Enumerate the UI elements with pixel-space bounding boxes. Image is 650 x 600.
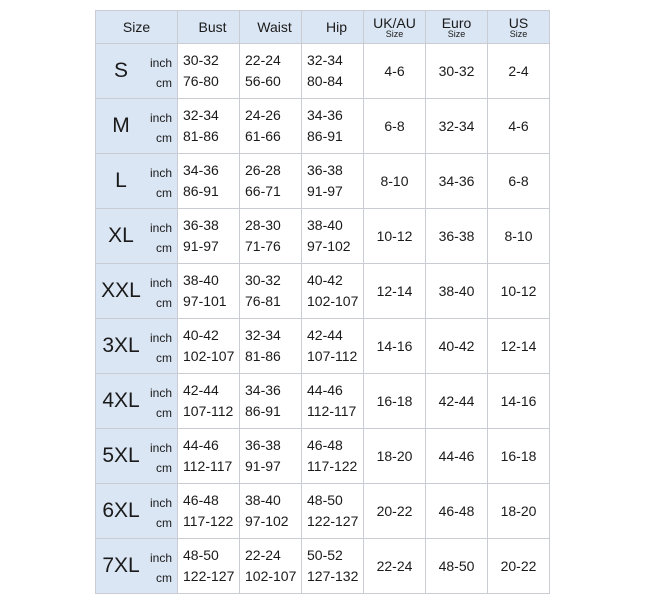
unit-labels [150, 438, 172, 478]
table-row [96, 44, 550, 99]
us-size-value: 12-14 [488, 319, 550, 374]
header-euro-sub: Size [447, 28, 466, 39]
unit-labels [150, 218, 172, 258]
bust-cm-value: 122-127 [183, 568, 235, 584]
waist-values [240, 380, 301, 422]
bust-inch-value: 42-44 [183, 382, 219, 398]
header-hip: Hip [302, 11, 364, 44]
waist-inch-value: 36-38 [245, 437, 281, 453]
hip-cell [302, 429, 364, 484]
unit-inch-label: inch [149, 111, 172, 125]
waist-inch-value: 26-28 [245, 162, 281, 178]
waist-cell [240, 319, 302, 374]
bust-cell [178, 539, 240, 594]
hip-inch-value: 44-46 [307, 382, 343, 398]
hip-values [302, 215, 363, 257]
size-chart-table [95, 10, 550, 594]
waist-cell [240, 484, 302, 539]
hip-cell [302, 539, 364, 594]
bust-cm-value: 97-101 [183, 293, 227, 309]
unit-labels [150, 493, 172, 533]
ukau-size-value: 16-18 [364, 374, 426, 429]
unit-labels [150, 328, 172, 368]
bust-cm-value: 112-117 [183, 458, 233, 474]
hip-inch-value: 34-36 [307, 107, 343, 123]
size-cell [96, 539, 178, 594]
hip-cell [302, 374, 364, 429]
hip-cell [302, 264, 364, 319]
unit-inch-label: inch [149, 386, 172, 400]
table-row [96, 374, 550, 429]
euro-size-value: 40-42 [426, 319, 488, 374]
waist-inch-value: 22-24 [245, 547, 281, 563]
bust-cell [178, 154, 240, 209]
unit-cm-label: cm [156, 186, 172, 200]
hip-inch-value: 40-42 [307, 272, 343, 288]
hip-cell [302, 319, 364, 374]
hip-cm-value: 91-97 [307, 183, 343, 199]
size-label: L [115, 169, 127, 192]
table-row [96, 319, 550, 374]
size-cell [96, 484, 178, 539]
header-size: Size [96, 11, 178, 44]
hip-inch-value: 46-48 [307, 437, 343, 453]
size-cell-wrap [96, 484, 177, 538]
bust-values [178, 270, 239, 312]
waist-values [240, 270, 301, 312]
size-cell-wrap [96, 99, 177, 153]
hip-inch-value: 48-50 [307, 492, 343, 508]
bust-values [178, 490, 239, 532]
unit-cm-label: cm [156, 461, 172, 475]
us-size-value: 10-12 [488, 264, 550, 319]
hip-cm-value: 97-102 [307, 238, 351, 254]
table-row [96, 429, 550, 484]
size-cell-wrap [96, 319, 177, 373]
unit-cm-label: cm [156, 406, 172, 420]
hip-cm-value: 117-122 [307, 458, 358, 474]
bust-cell [178, 484, 240, 539]
unit-inch-label: inch [149, 221, 172, 235]
table-row [96, 209, 550, 264]
ukau-size-value: 12-14 [364, 264, 426, 319]
unit-labels [150, 108, 172, 148]
unit-cm-label: cm [156, 241, 172, 255]
bust-cell [178, 264, 240, 319]
hip-cell [302, 44, 364, 99]
hip-values [302, 105, 363, 147]
hip-cm-value: 112-117 [307, 403, 357, 419]
waist-values [240, 50, 301, 92]
hip-inch-value: 50-52 [307, 547, 343, 563]
bust-inch-value: 46-48 [183, 492, 219, 508]
ukau-size-value: 20-22 [364, 484, 426, 539]
hip-values [302, 270, 363, 312]
waist-values [240, 435, 301, 477]
euro-size-value: 32-34 [426, 99, 488, 154]
us-size-value: 20-22 [488, 539, 550, 594]
waist-cell [240, 539, 302, 594]
hip-cell [302, 484, 364, 539]
ukau-size-value: 18-20 [364, 429, 426, 484]
hip-cm-value: 107-112 [307, 348, 358, 364]
bust-inch-value: 48-50 [183, 547, 219, 563]
table-row [96, 484, 550, 539]
waist-values [240, 105, 301, 147]
unit-cm-label: cm [156, 516, 172, 530]
size-label: 7XL [102, 554, 140, 577]
waist-inch-value: 38-40 [245, 492, 281, 508]
bust-inch-value: 30-32 [183, 52, 219, 68]
waist-values [240, 215, 301, 257]
unit-inch-label: inch [149, 331, 172, 345]
us-size-value: 2-4 [488, 44, 550, 99]
hip-cm-value: 127-132 [307, 568, 359, 584]
size-cell [96, 264, 178, 319]
size-label: M [112, 114, 130, 137]
hip-values [302, 160, 363, 202]
size-label: XL [108, 224, 134, 247]
bust-values [178, 380, 239, 422]
hip-values [302, 545, 363, 587]
ukau-size-value: 10-12 [364, 209, 426, 264]
size-label: 4XL [102, 389, 140, 412]
bust-cm-value: 81-86 [183, 128, 219, 144]
hip-values [302, 380, 363, 422]
bust-cell [178, 429, 240, 484]
hip-values [302, 325, 363, 367]
size-label: XXL [101, 279, 141, 302]
ukau-size-value: 8-10 [364, 154, 426, 209]
table-row [96, 264, 550, 319]
hip-cm-value: 86-91 [307, 128, 343, 144]
unit-inch-label: inch [149, 276, 172, 290]
waist-cell [240, 44, 302, 99]
hip-cm-value: 80-84 [307, 73, 343, 89]
waist-cm-value: 97-102 [245, 513, 289, 529]
unit-inch-label: inch [149, 551, 172, 565]
header-euro [426, 11, 488, 44]
table-row [96, 99, 550, 154]
waist-inch-value: 30-32 [245, 272, 281, 288]
bust-cm-value: 102-107 [183, 348, 235, 364]
waist-cell [240, 264, 302, 319]
header-ukau-sub: Size [385, 28, 404, 39]
bust-cell [178, 319, 240, 374]
waist-values [240, 490, 301, 532]
us-size-value: 14-16 [488, 374, 550, 429]
size-cell-wrap [96, 44, 177, 98]
size-cell [96, 319, 178, 374]
bust-values [178, 50, 239, 92]
euro-size-value: 34-36 [426, 154, 488, 209]
euro-size-value: 38-40 [426, 264, 488, 319]
size-label: S [113, 59, 128, 82]
size-cell [96, 99, 178, 154]
waist-cm-value: 81-86 [245, 348, 281, 364]
header-waist: Waist [240, 11, 302, 44]
bust-inch-value: 44-46 [183, 437, 219, 453]
hip-cm-value: 102-107 [307, 293, 359, 309]
table-row [96, 539, 550, 594]
bust-cm-value: 91-97 [183, 238, 219, 254]
hip-inch-value: 42-44 [307, 327, 343, 343]
waist-values [240, 160, 301, 202]
unit-inch-label: inch [149, 496, 172, 510]
bust-cm-value: 86-91 [183, 183, 219, 199]
waist-cell [240, 429, 302, 484]
euro-size-value: 48-50 [426, 539, 488, 594]
bust-values [178, 105, 239, 147]
bust-inch-value: 36-38 [183, 217, 219, 233]
unit-labels [150, 163, 172, 203]
header-us [488, 11, 550, 44]
euro-size-value: 30-32 [426, 44, 488, 99]
unit-cm-label: cm [156, 571, 172, 585]
size-cell-wrap [96, 374, 177, 428]
us-size-value: 18-20 [488, 484, 550, 539]
size-cell [96, 374, 178, 429]
unit-cm-label: cm [156, 76, 172, 90]
hip-cell [302, 209, 364, 264]
header-ukau [364, 11, 426, 44]
hip-inch-value: 36-38 [307, 162, 343, 178]
unit-cm-label: cm [156, 131, 172, 145]
size-cell-wrap [96, 264, 177, 318]
size-label: 6XL [102, 499, 140, 522]
euro-size-value: 36-38 [426, 209, 488, 264]
size-cell [96, 44, 178, 99]
waist-inch-value: 34-36 [245, 382, 281, 398]
bust-cm-value: 107-112 [183, 403, 234, 419]
unit-labels [150, 548, 172, 588]
bust-values [178, 545, 239, 587]
waist-inch-value: 22-24 [245, 52, 281, 68]
bust-inch-value: 40-42 [183, 327, 219, 343]
ukau-size-value: 22-24 [364, 539, 426, 594]
hip-values [302, 50, 363, 92]
hip-inch-value: 32-34 [307, 52, 343, 68]
unit-labels [150, 53, 172, 93]
bust-cell [178, 209, 240, 264]
ukau-size-value: 4-6 [364, 44, 426, 99]
unit-cm-label: cm [156, 296, 172, 310]
bust-inch-value: 34-36 [183, 162, 219, 178]
size-cell [96, 209, 178, 264]
hip-cell [302, 99, 364, 154]
header-row [96, 11, 550, 44]
unit-labels [150, 273, 172, 313]
waist-cm-value: 86-91 [245, 403, 281, 419]
size-cell-wrap [96, 539, 177, 593]
size-cell-wrap [96, 209, 177, 263]
unit-inch-label: inch [149, 441, 172, 455]
header-us-sub: Size [509, 28, 528, 39]
us-size-value: 6-8 [488, 154, 550, 209]
euro-size-value: 42-44 [426, 374, 488, 429]
bust-inch-value: 38-40 [183, 272, 219, 288]
us-size-value: 4-6 [488, 99, 550, 154]
bust-cm-value: 76-80 [183, 73, 219, 89]
waist-cm-value: 56-60 [245, 73, 281, 89]
hip-cell [302, 154, 364, 209]
bust-cell [178, 99, 240, 154]
size-cell-wrap [96, 154, 177, 208]
unit-inch-label: inch [149, 166, 172, 180]
waist-inch-value: 28-30 [245, 217, 281, 233]
hip-values [302, 490, 363, 532]
waist-cm-value: 66-71 [245, 183, 281, 199]
euro-size-value: 44-46 [426, 429, 488, 484]
waist-cell [240, 99, 302, 154]
us-size-value: 16-18 [488, 429, 550, 484]
waist-inch-value: 24-26 [245, 107, 281, 123]
waist-cm-value: 76-81 [245, 293, 281, 309]
waist-cell [240, 154, 302, 209]
header-us-label: US [508, 14, 529, 31]
bust-cell [178, 44, 240, 99]
hip-values [302, 435, 363, 477]
hip-cm-value: 122-127 [307, 513, 359, 529]
bust-cm-value: 117-122 [183, 513, 234, 529]
waist-cm-value: 61-66 [245, 128, 281, 144]
waist-cm-value: 91-97 [245, 458, 281, 474]
bust-values [178, 215, 239, 257]
size-cell-wrap [96, 429, 177, 483]
waist-cell [240, 209, 302, 264]
table-row [96, 154, 550, 209]
waist-cm-value: 71-76 [245, 238, 281, 254]
waist-values [240, 325, 301, 367]
bust-inch-value: 32-34 [183, 107, 219, 123]
waist-values [240, 545, 301, 587]
size-cell [96, 154, 178, 209]
bust-values [178, 435, 239, 477]
euro-size-value: 46-48 [426, 484, 488, 539]
unit-labels [150, 383, 172, 423]
size-cell [96, 429, 178, 484]
waist-inch-value: 32-34 [245, 327, 281, 343]
ukau-size-value: 14-16 [364, 319, 426, 374]
unit-cm-label: cm [156, 351, 172, 365]
size-label: 5XL [102, 444, 140, 467]
us-size-value: 8-10 [488, 209, 550, 264]
size-label: 3XL [102, 334, 140, 357]
hip-inch-value: 38-40 [307, 217, 343, 233]
header-bust: Bust [178, 11, 240, 44]
header-ukau-label: UK/AU [373, 14, 416, 31]
bust-values [178, 160, 239, 202]
waist-cell [240, 374, 302, 429]
bust-values [178, 325, 239, 367]
unit-inch-label: inch [149, 56, 172, 70]
waist-cm-value: 102-107 [245, 568, 297, 584]
ukau-size-value: 6-8 [364, 99, 426, 154]
header-euro-label: Euro [441, 14, 472, 31]
bust-cell [178, 374, 240, 429]
